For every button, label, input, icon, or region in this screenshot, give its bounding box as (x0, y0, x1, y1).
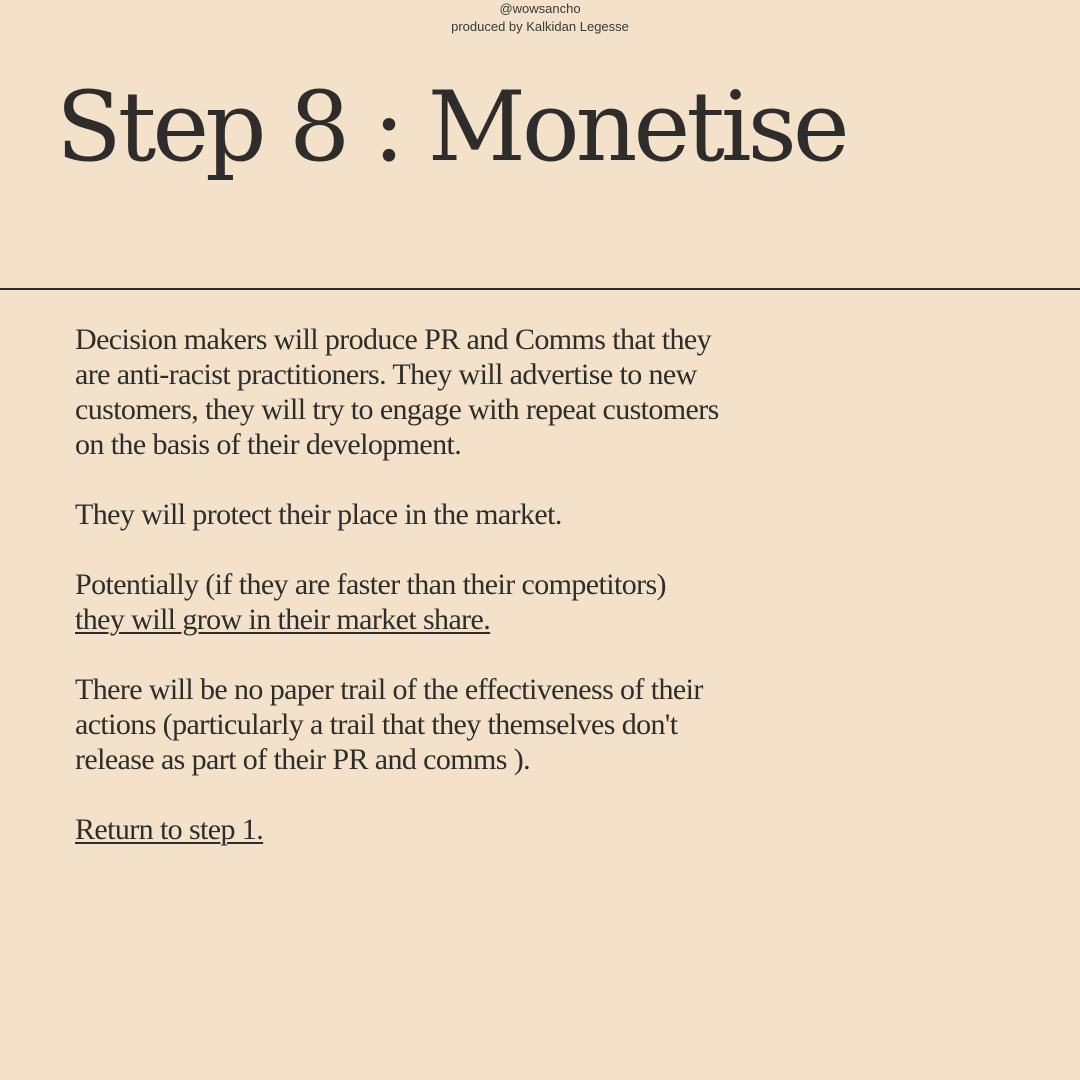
author-handle: @wowsancho (499, 1, 581, 16)
paragraph-market-position: They will protect their place in the market. (75, 498, 562, 531)
return-to-step-1-link[interactable]: Return to step 1. (75, 813, 264, 846)
page-title: Step 8 : Monetise (56, 71, 846, 183)
return-paragraph (75, 812, 735, 847)
body-text (75, 322, 735, 847)
paragraph-marketing: Decision makers will produce PR and Comms that they are anti-racist practitioners. They will advertise to new customers, they will try to engage with repeat customers on the basis of their development. (75, 323, 719, 461)
paragraph-paper-trail: There will be no paper trail of the effectiveness of their actions (particularly a trail that they themselves don't release as part of their PR and comms ). (75, 673, 703, 776)
market-share-intro: Potentially (if they are faster than their competitors) (75, 568, 666, 601)
producer-credit: produced by Kalkidan Legesse (451, 19, 629, 34)
credits-header (0, 0, 1080, 36)
section-divider (0, 288, 1080, 290)
paragraph-market-share (75, 567, 735, 637)
market-share-underlined: they will grow in their market share. (75, 603, 491, 636)
